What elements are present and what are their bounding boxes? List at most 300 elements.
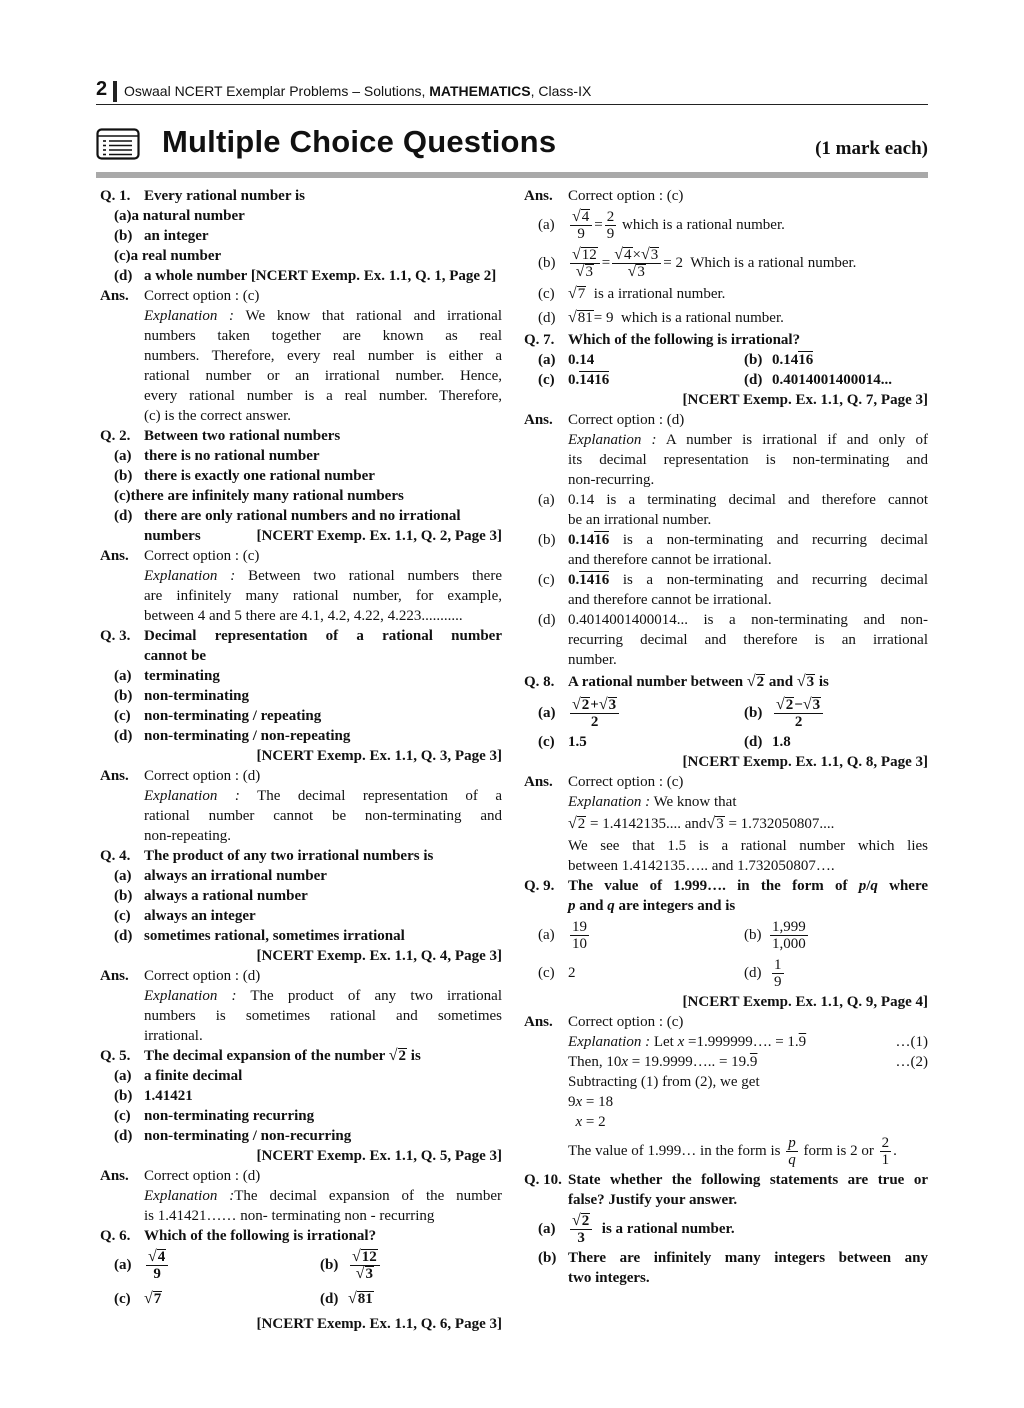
working-line: (c) √7 is a irrational number. <box>524 282 928 306</box>
radicand: 4 <box>581 209 590 226</box>
option-label: (d) <box>744 965 762 981</box>
statement-text: two integers. <box>568 1270 650 1286</box>
fraction: $\frac{√2-√3}{2}$ <box>774 697 823 730</box>
option <box>100 466 502 486</box>
repeating-digits: 1416 <box>579 572 610 588</box>
answer-text: Correct option : (d) <box>568 412 685 428</box>
explanation-text: We know that <box>653 794 737 810</box>
repeating-digits: 16 <box>594 532 610 548</box>
reference: [NCERT Exemp. Ex. 1.1, Q. 5, Page 3] <box>256 1148 502 1164</box>
question-5 <box>100 1046 502 1066</box>
denominator: 9 <box>774 974 782 991</box>
option-label: (d) <box>320 1291 339 1307</box>
option-text: (c)there are infinitely many rational numbers <box>114 488 404 504</box>
explanation-line <box>100 1206 502 1226</box>
explanation-text: The product of any two irrational <box>250 988 502 1004</box>
explanation-line <box>524 570 928 590</box>
answer <box>524 1012 928 1032</box>
question-number: Q. 3. <box>100 628 131 644</box>
answer-text: Correct option : (d) <box>144 968 261 984</box>
variable: x <box>677 1034 685 1050</box>
option-label: (b) <box>538 255 556 271</box>
repeating-digits: 1416 <box>579 372 610 388</box>
question-text: false? Justify your answer. <box>568 1192 738 1208</box>
denominator: 9 <box>577 226 585 243</box>
explanation-line <box>524 856 928 876</box>
option-label: (a) <box>114 1068 132 1084</box>
decimal: 0.14 <box>568 532 595 548</box>
radicand: 2 <box>577 816 586 832</box>
option-text: (c)a real number <box>114 248 222 264</box>
question-text: are integers and is <box>618 898 736 914</box>
explanation-line <box>524 610 928 630</box>
explanation-line <box>100 786 502 806</box>
numerator: 2 <box>606 209 615 226</box>
fraction: $\frac{√4\times√3}{√3}$ <box>612 247 661 280</box>
variable: p <box>858 878 867 894</box>
option-text: always a rational number <box>144 888 308 904</box>
title-rule <box>96 172 928 178</box>
question-number: Q. 7. <box>524 332 555 348</box>
reference: [NCERT Exemp. Ex. 1.1, Q. 4, Page 3] <box>256 948 502 964</box>
operator: − <box>794 697 803 714</box>
option-label: (b) <box>114 688 133 704</box>
option <box>100 1126 502 1146</box>
reference-line <box>524 752 928 772</box>
option-label: (c) <box>538 286 555 302</box>
option-row <box>524 954 928 992</box>
variable: p <box>568 898 576 914</box>
denominator: 2 <box>590 714 599 731</box>
explanation-label: Explanation : <box>144 788 240 804</box>
option <box>100 686 502 706</box>
question-number: Q. 6. <box>100 1228 131 1244</box>
option-text: 1.5 <box>568 734 587 750</box>
explanation-text: non-recurring. <box>568 472 655 488</box>
explanation-text: non-repeating. <box>144 828 232 844</box>
question-8: Q. 8. A rational number between √2 and √3 is <box>524 670 928 694</box>
explanation-label: Explanation : <box>568 432 657 448</box>
option-text: a finite decimal <box>144 1068 243 1084</box>
operator: + <box>590 697 599 714</box>
repeating-digits: 9 <box>749 1054 758 1070</box>
explanation-text: We see that 1.5 is a rational number which lies <box>568 838 928 854</box>
option-label: (d) <box>114 268 133 284</box>
working-text: form is 2 or <box>803 1143 874 1159</box>
option-label: (c) <box>114 1291 131 1307</box>
fraction <box>786 1135 798 1168</box>
option-label: (d) <box>538 310 556 326</box>
explanation-text: = 1.732050807.... <box>728 816 835 832</box>
explanation-line <box>100 826 502 846</box>
option <box>100 266 502 286</box>
option-label: (b) <box>114 468 133 484</box>
book-title <box>124 83 591 99</box>
option-text: there is exactly one rational number <box>144 468 375 484</box>
reference-line <box>100 1146 502 1166</box>
question-text: State whether the following statements are true or <box>568 1172 928 1188</box>
option <box>100 886 502 906</box>
explanation-line <box>524 630 928 650</box>
question-text: The value of 1.999…. in the form of <box>568 878 848 894</box>
option-label: (d) <box>538 612 556 628</box>
numerator: 19 <box>572 919 587 936</box>
option <box>100 246 502 266</box>
option <box>100 926 502 946</box>
explanation-text: numbers is sometimes rational and sometimes <box>144 1008 502 1024</box>
option-row: (c) √7 (d) √81 <box>100 1284 502 1314</box>
explanation-text: We know that rational and irrational <box>245 308 502 324</box>
explanation-text: is a non-terminating and recurring decimal <box>622 572 928 588</box>
option-text: terminating <box>144 668 220 684</box>
explanation-text: recurring decimal and therefore is an irrational <box>568 632 928 648</box>
reference: [NCERT Exemp. Ex. 1.1, Q. 9, Page 4] <box>682 994 928 1010</box>
fraction: $\frac{√12}{√3}$ <box>350 1249 380 1282</box>
explanation-line <box>524 836 928 856</box>
working-line <box>524 1132 928 1170</box>
question-text: is <box>410 1048 421 1064</box>
reference-line <box>100 746 502 766</box>
question-number: Q. 5. <box>100 1048 131 1064</box>
reference-line <box>100 1314 502 1334</box>
section-title: Multiple Choice Questions <box>162 124 557 159</box>
fraction: $\frac{√4}{9}$ <box>146 1249 168 1282</box>
working-text: = 2 <box>585 1114 606 1130</box>
option-text: 1.8 <box>772 734 791 750</box>
numerator: 1,999 <box>772 919 806 936</box>
option-label: (a) <box>538 1221 556 1237</box>
explanation-line <box>524 650 928 670</box>
reference: [NCERT Exemp. Ex. 1.1, Q. 7, Page 3] <box>682 392 928 408</box>
option-text: there is no rational number <box>144 448 320 464</box>
option-text: sometimes rational, sometimes irrational <box>144 928 405 944</box>
option-row <box>524 370 928 390</box>
question-number: Q. 9. <box>524 878 555 894</box>
question-text: Between two rational numbers <box>144 428 341 444</box>
option <box>100 1086 502 1106</box>
reference: [NCERT Exemp. Ex. 1.1, Q. 3, Page 3] <box>256 748 502 764</box>
option-label: (b) <box>538 1250 557 1266</box>
option-label: (a) <box>538 217 555 233</box>
explanation-label: Explanation : <box>568 794 651 810</box>
question-10 <box>524 1170 928 1190</box>
working-line <box>524 1112 928 1132</box>
option-text: non-terminating recurring <box>144 1108 315 1124</box>
radicand: 81 <box>357 1291 373 1307</box>
reference: [NCERT Exemp. Ex. 1.1, Q. 8, Page 3] <box>682 754 928 770</box>
option-label: (a) <box>114 1257 132 1273</box>
option-text: 0. <box>568 372 580 388</box>
option-label: (c) <box>538 572 555 588</box>
radicand: 2 <box>756 674 765 690</box>
radicand: 3 <box>806 674 815 690</box>
question-9 <box>524 876 928 896</box>
answer-text: Correct option : (c) <box>568 774 684 790</box>
explanation-line <box>524 470 928 490</box>
answer <box>100 546 502 566</box>
variable: q <box>870 878 878 894</box>
numerator: p <box>788 1135 796 1152</box>
option-text: numbers <box>144 528 201 544</box>
answer <box>100 766 502 786</box>
option-label: (c) <box>538 965 555 981</box>
period: . <box>893 1143 897 1159</box>
fraction: $\frac{√12}{√3}$ <box>570 247 600 280</box>
answer-text: Correct option : (c) <box>144 288 260 304</box>
answer <box>100 286 502 306</box>
answer-text: Correct option : (d) <box>144 768 261 784</box>
option-row <box>524 732 928 752</box>
explanation-text: The decimal expansion of the number <box>234 1188 502 1204</box>
radicand: 7 <box>577 286 586 302</box>
explanation-line <box>100 386 502 406</box>
option-label: (d) <box>114 508 133 524</box>
question-3 <box>100 626 502 646</box>
radicand: 3 <box>812 697 821 714</box>
class-name: , Class-IX <box>530 83 592 99</box>
option <box>100 666 502 686</box>
option-label: (a) <box>538 352 556 368</box>
radicand: 3 <box>365 1266 374 1283</box>
section-title-row <box>96 124 928 174</box>
running-header <box>96 80 928 105</box>
radicand: 2 <box>581 697 590 714</box>
denominator: 2 <box>794 714 803 731</box>
working-text: Subtracting (1) from (2), we get <box>568 1074 760 1090</box>
left-column <box>100 186 502 1334</box>
denominator: 3 <box>577 1230 585 1247</box>
variable: x <box>621 1054 628 1070</box>
statement-continued <box>524 1268 928 1288</box>
option-label: (b) <box>320 1257 339 1273</box>
question-1 <box>100 186 502 206</box>
explanation-text: between 1.4142135….. and 1.732050807…. <box>568 858 835 874</box>
explanation-line <box>100 306 502 326</box>
explanation-label: Explanation : <box>144 568 236 584</box>
option-text: non-terminating / non-repeating <box>144 728 351 744</box>
explanation-line: √2 = 1.4142135.... and√3 = 1.732050807.... <box>568 815 835 832</box>
option-row <box>524 694 928 732</box>
radicand: 2 <box>785 697 794 714</box>
repeating-digits: 9 <box>798 1034 807 1050</box>
fraction <box>880 1135 892 1168</box>
option <box>100 866 502 886</box>
explanation-line <box>524 430 928 450</box>
option-text: there are only rational numbers and no irrational <box>144 508 461 524</box>
right-column <box>524 186 928 1288</box>
explanation-text: be an irrational number. <box>568 512 712 528</box>
explanation-text: The decimal representation of a <box>257 788 502 804</box>
answer-label: Ans. <box>524 188 553 204</box>
equals-value: = 9 <box>593 310 614 326</box>
answer-label: Ans. <box>524 1014 553 1030</box>
option-text: 0.4014001400014... <box>772 372 892 388</box>
question-number: Q. 4. <box>100 848 131 864</box>
explanation-text: its decimal representation is non-terminating and <box>568 452 928 468</box>
question-text-line <box>524 896 928 916</box>
explanation-label: Explanation : <box>144 308 235 324</box>
option-label: (b) <box>114 1088 133 1104</box>
option-label: (c) <box>538 734 555 750</box>
option <box>100 506 502 526</box>
sqrt-sign: √ <box>388 1047 398 1064</box>
variable: x <box>575 1094 583 1110</box>
explanation-text: numbers taken together are known as real <box>144 328 502 344</box>
option-label: (b) <box>744 927 762 943</box>
explanation-line <box>524 792 928 812</box>
question-text: where <box>889 878 928 894</box>
option-label: (a) <box>538 705 556 721</box>
explanation-line <box>100 806 502 826</box>
answer <box>100 1166 502 1186</box>
option-text: 0.14 <box>772 352 799 368</box>
answer-text: Correct option : (d) <box>144 1168 261 1184</box>
option-row <box>524 350 928 370</box>
explanation-line <box>100 1026 502 1046</box>
answer-label: Ans. <box>100 548 129 564</box>
answer-text: Correct option : (c) <box>568 188 684 204</box>
radicand: 2 <box>581 1213 590 1230</box>
slash: / <box>866 878 871 894</box>
fraction: $\frac{√2+√3}{2}$ <box>570 697 619 730</box>
radicand: 3 <box>716 816 724 832</box>
question-text: A rational number between <box>568 674 744 690</box>
explanation-text: rational number or an irrational number. Hence, <box>144 368 502 384</box>
answer <box>100 966 502 986</box>
explanation-line <box>100 1186 502 1206</box>
option-label: (a) <box>114 868 132 884</box>
question-number: Q. 10. <box>524 1172 562 1188</box>
explanation-text: are infinitely many rational number, for example, <box>144 588 502 604</box>
explanation-text: is a non-terminating and recurring decimal <box>622 532 928 548</box>
reference-line <box>524 390 928 410</box>
explanation-line <box>100 366 502 386</box>
option-label: (a) <box>114 668 132 684</box>
question-text: Decimal representation of a rational number <box>144 628 502 644</box>
radicand: 3 <box>637 264 645 281</box>
explanation-label: Explanation : <box>144 1188 235 1204</box>
question-number: Q. 2. <box>100 428 131 444</box>
variable: q <box>607 898 615 914</box>
denominator: q <box>788 1152 796 1169</box>
option-label: (b) <box>114 228 133 244</box>
explanation-text: is 1.41421…… non- terminating non - recurring <box>144 1208 435 1224</box>
question-2 <box>100 426 502 446</box>
reference-line <box>524 992 928 1012</box>
reference: [NCERT Exemp. Ex. 1.1, Q. 6, Page 3] <box>256 1316 502 1332</box>
working-text: =1.999999…. = 1. <box>688 1034 799 1050</box>
option <box>100 726 502 746</box>
explanation-line <box>524 490 928 510</box>
working-text: is a irrational number. <box>593 286 726 302</box>
explanation-text: rational number cannot be non-terminating and <box>144 808 502 824</box>
explanation-text: = 1.4142135.... and <box>590 816 707 832</box>
option-text: non-terminating <box>144 688 249 704</box>
fraction: $\frac{√4}{9}$ <box>570 209 592 242</box>
fraction <box>772 957 784 990</box>
question-text: and <box>579 898 604 914</box>
option-text: 2 <box>568 965 576 981</box>
option-text: a whole number [NCERT Exemp. Ex. 1.1, Q. 1, Page 2] <box>144 268 497 284</box>
option-text: 1.41421 <box>144 1088 193 1104</box>
question-4 <box>100 846 502 866</box>
option-text: non-terminating / repeating <box>144 708 322 724</box>
option <box>100 226 502 246</box>
explanation-text: between 4 and 5 there are 4.1, 4.2, 4.22, 4.223........... <box>144 608 463 624</box>
question-text: is <box>818 674 829 690</box>
option <box>100 206 502 226</box>
radicand: 4 <box>624 247 632 264</box>
denominator: 1,000 <box>772 936 806 953</box>
explanation-line <box>100 586 502 606</box>
option-label: (a) <box>538 492 555 508</box>
option-text: non-terminating / non-recurring <box>144 1128 352 1144</box>
explanation-line <box>100 986 502 1006</box>
answer <box>524 186 928 206</box>
working-line: (a) $\frac{√4}{9}$ = $\frac{2}{9}$ which is a rational number. <box>524 206 928 244</box>
working-line <box>524 1032 928 1052</box>
marks-note: (1 mark each) <box>815 138 928 159</box>
numerator: 1 <box>774 957 782 974</box>
equals: = <box>601 255 611 271</box>
answer-label: Ans. <box>524 412 553 428</box>
equation-number: …(1) <box>895 1034 928 1050</box>
denominator: 10 <box>572 936 587 953</box>
question-text: Which of the following is irrational? <box>568 332 801 348</box>
option-text: an integer <box>144 228 209 244</box>
working-text: Then, 10 <box>568 1054 622 1070</box>
answer-label: Ans. <box>100 288 129 304</box>
option <box>100 1106 502 1126</box>
question-text-line <box>100 646 502 666</box>
working-text: which is a rational number. <box>622 217 785 233</box>
fraction <box>605 209 617 242</box>
question-number: Q. 8. <box>524 674 555 690</box>
statement <box>524 1248 928 1268</box>
question-text: Every rational number is <box>144 188 305 204</box>
radicand: 3 <box>608 697 617 714</box>
explanation-line <box>100 1006 502 1026</box>
radicand: 3 <box>650 247 659 264</box>
working-text: which is a rational number. <box>621 310 784 326</box>
explanation-line <box>524 450 928 470</box>
header-divider <box>113 81 117 102</box>
question-text: Which of the following is irrational? <box>144 1228 377 1244</box>
working-text: The value of 1.999… in the form is <box>568 1143 781 1159</box>
option <box>100 1066 502 1086</box>
decimal: 0. <box>568 572 580 588</box>
answer-label: Ans. <box>100 768 129 784</box>
option-label: (d) <box>114 728 133 744</box>
explanation-label: Explanation : <box>568 1034 651 1050</box>
statement-text: There are infinitely many integers between any <box>568 1250 928 1266</box>
explanation-text: A number is irrational if and only of <box>665 432 928 448</box>
explanation-label: Explanation : <box>144 988 237 1004</box>
option <box>100 486 502 506</box>
explanation-text: irrational. <box>144 1028 203 1044</box>
explanation-text: 0.4014001400014... is a non-terminating and non- <box>568 612 928 628</box>
working-text: Let <box>653 1034 674 1050</box>
equals-value: = 2 <box>663 255 683 271</box>
option-label: (a) <box>114 448 132 464</box>
option-label: (d) <box>114 928 133 944</box>
question-text-line <box>524 1190 928 1210</box>
radicand: 3 <box>585 264 594 281</box>
working-text: Which is a rational number. <box>690 255 857 271</box>
answer <box>524 410 928 430</box>
radicand: 81 <box>577 310 593 326</box>
working-text: = 19.9999….. = 19. <box>631 1054 750 1070</box>
